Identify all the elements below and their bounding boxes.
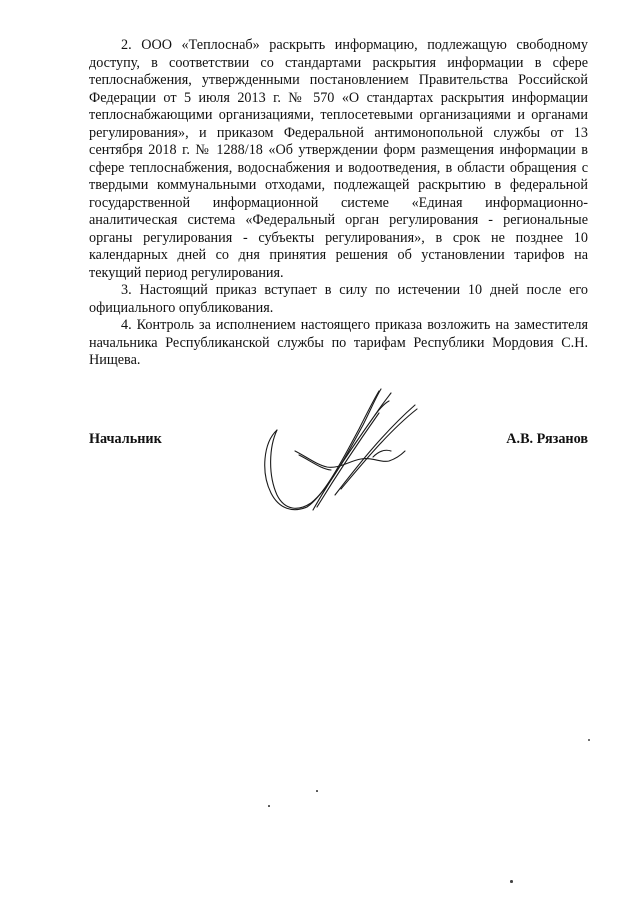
scan-speck xyxy=(510,880,513,883)
document-body xyxy=(89,37,588,370)
paragraph-4: 4. Контроль за исполнением настоящего приказа возложить на заместителя начальника Республиканской службы по тарифам Республики Мордовия С.Н. Нищева. xyxy=(89,317,588,368)
scan-speck xyxy=(316,790,318,792)
signatory-title: Начальник xyxy=(89,431,162,447)
scan-speck xyxy=(268,805,270,807)
signatory-name: А.В. Рязанов xyxy=(506,431,588,447)
paragraph-2: 2. ООО «Теплоснаб» раскрыть информацию, подлежащую свободному доступу, в соответствии со стандартами раскрытия информации в сфере теплоснабжения, утвержденными постановлением Правительства Российской Федерации от 5 июля 2013 г. № 570 «О стандартах раскрытия информации теплоснабжающими организациями, теплосетевыми организациями и органами регулирования», и приказом Федеральной антимонопольной службы от 13 сентября 2018 г. № 1288/18 «Об утверждении форм размещения информации в сфере теплоснабжения, водоснабжения и водоотведения, в области обращения с твердыми коммунальными отходами, подлежащей раскрытию в федеральной государственной информационной системе «Единая информационно-аналитическая система «Федеральный орган регулирования - региональные органы регулирования - субъекты регулирования», в срок не позднее 10 календарных дней со дня принятия решения об установлении тарифов на текущий период регулирования. xyxy=(89,37,588,281)
handwritten-signature xyxy=(255,385,425,525)
paragraph-3: 3. Настоящий приказ вступает в силу по истечении 10 дней после его официального опубликования. xyxy=(89,282,588,316)
scan-speck xyxy=(588,739,590,741)
